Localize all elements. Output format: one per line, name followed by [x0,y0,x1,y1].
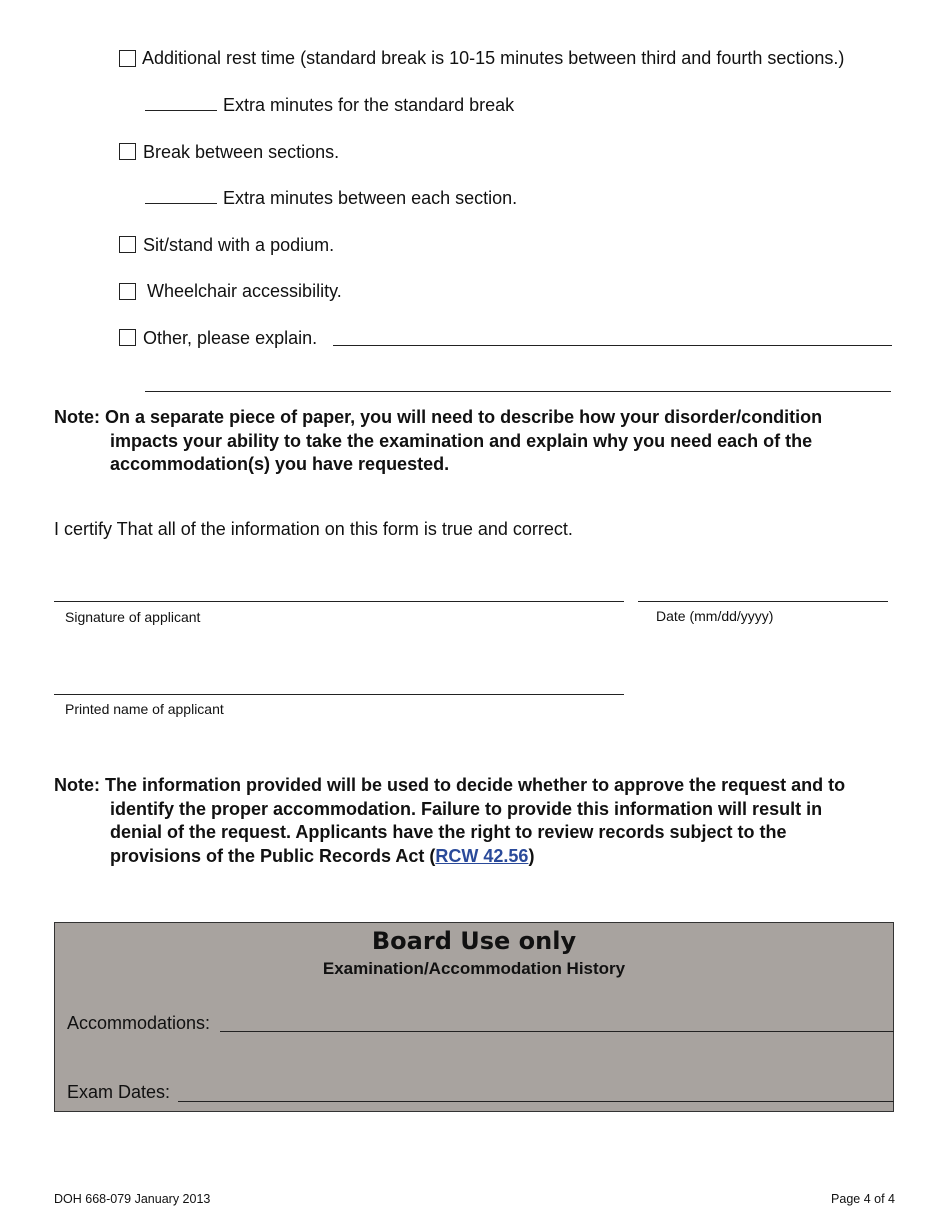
note-describe-condition [54,406,874,477]
additional-rest-checkbox[interactable] [119,50,136,67]
board-subtitle: Examination/Accommodation History [322,959,626,978]
note2-text: The information provided will be used to decide whether to approve the request and to identify the proper accommodation. Failure to provide this information will result in denial of the request. Applicants have the right to review records subject to the provisions of the Public Records Act ( [105,775,846,866]
exam-dates-line[interactable] [178,1101,894,1102]
note-text: On a separate piece of paper, you will need to describe how your disorder/condition impacts your ability to take the examination and explain why you need each of the accommodation(s) you have requested. [105,407,823,474]
other-checkbox[interactable] [119,329,136,346]
extra-minutes-each-section-label: Extra minutes between each section. [223,188,518,208]
board-title: Board Use only [371,927,577,955]
accommodations-line[interactable] [220,1031,894,1032]
exam-dates-label: Exam Dates: [67,1082,171,1102]
other-explain-line-1[interactable] [333,345,892,346]
form-id: DOH 668-079 January 2013 [54,1192,211,1206]
date-label: Date (mm/dd/yyyy) [656,608,774,624]
page-number: Page 4 of 4 [831,1192,895,1206]
sit-stand-checkbox[interactable] [119,236,136,253]
extra-minutes-standard-break [145,94,514,116]
rcw-link[interactable]: RCW 42.56 [435,845,529,866]
break-between-checkbox[interactable] [119,143,136,160]
note2-suffix: ) [528,845,535,866]
certify-statement: I certify That all of the information on this form is true and correct. [54,519,573,539]
additional-rest-label: Additional rest time (standard break is 10-15 minutes between third and fourth sections.) [142,48,845,68]
other-label: Other, please explain. [143,328,318,348]
other-explain-line-2[interactable] [145,391,891,392]
note-information-use [54,774,874,868]
signature-label: Signature of applicant [65,609,201,625]
sit-stand-label: Sit/stand with a podium. [143,235,335,255]
accommodations-label: Accommodations: [67,1013,211,1033]
signature-line[interactable] [54,601,624,602]
note-prefix: Note: [54,407,100,427]
board-use-box [54,922,894,1112]
break-between-label: Break between sections. [143,142,340,162]
note2-prefix: Note: [54,775,100,795]
wheelchair-checkbox[interactable] [119,283,136,300]
extra-minutes-standard-break-field[interactable] [145,95,217,111]
extra-minutes-each-section-field[interactable] [145,188,217,204]
date-line[interactable] [638,601,888,602]
extra-minutes-each-section [145,187,517,209]
printed-name-line[interactable] [54,694,624,695]
printed-name-label: Printed name of applicant [65,701,224,717]
extra-minutes-standard-break-label: Extra minutes for the standard break [223,95,515,115]
wheelchair-label: Wheelchair accessibility. [147,281,342,301]
